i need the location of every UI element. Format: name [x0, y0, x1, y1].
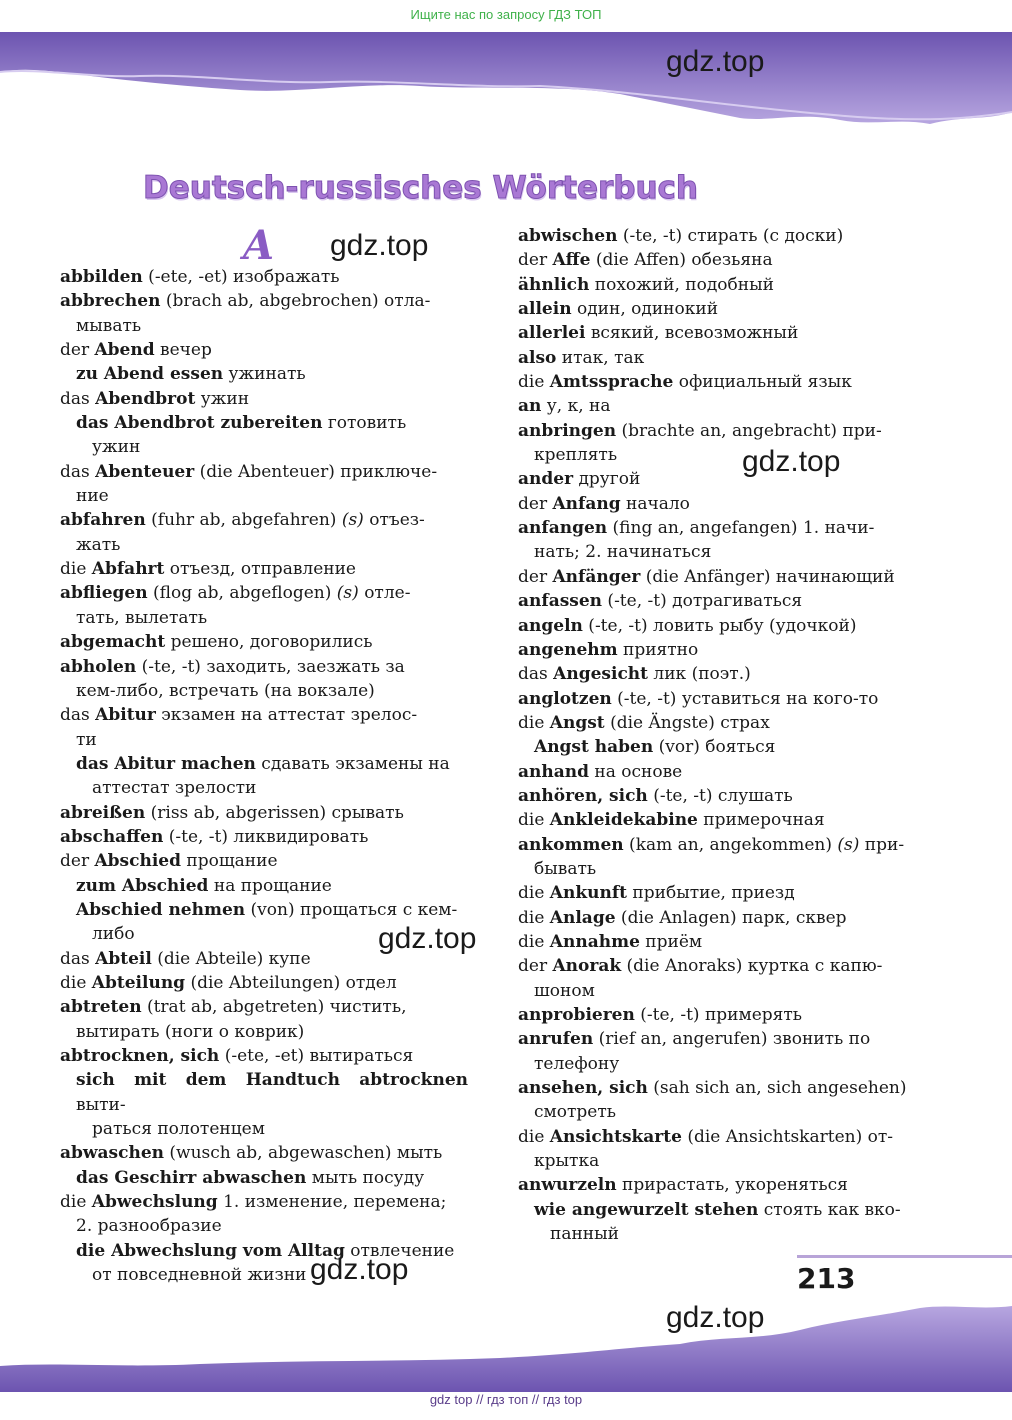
- entry-definition: на прощание: [208, 875, 332, 896]
- entry-definition: (rief an, angerufen) звонить по: [593, 1029, 871, 1050]
- entry-definition: ужинать: [223, 364, 306, 385]
- entry-headword: ankommen: [518, 834, 624, 855]
- entry-definition: (die Anlagen) парк, сквер: [615, 907, 847, 928]
- entry-headword: zu Abend essen: [76, 364, 224, 385]
- entry-headword: zum Abschied: [76, 875, 209, 896]
- page-title: Deutsch-russisches Wörterbuch: [143, 170, 698, 206]
- dictionary-entry: [60, 338, 468, 362]
- footer-links: gdz top // гдз топ // гдз top: [429, 1392, 583, 1407]
- entry-headword: Ankleidekabine: [549, 810, 698, 831]
- entry-headword: das Abendbrot zubereiten: [76, 413, 323, 434]
- entry-headword: Abendbrot: [95, 388, 196, 409]
- dictionary-entry: [60, 265, 468, 289]
- entry-headword: allerlei: [518, 323, 586, 344]
- entry-article: die: [518, 931, 550, 952]
- dictionary-entry: [60, 1141, 468, 1165]
- entry-definition: на основе: [589, 761, 683, 782]
- entry-article: die: [518, 372, 550, 393]
- entry-definition: (fuhr ab, abgefahren) (s) отъез-: [145, 510, 425, 531]
- bottom-decorative-band: [0, 1296, 1012, 1392]
- dictionary-entry: [518, 1076, 926, 1125]
- entry-definition: прибытие, приезд: [627, 883, 795, 904]
- entry-article: das: [60, 948, 96, 969]
- entry-article: die: [60, 559, 92, 580]
- entry-definition: (die Abenteuer) приключе-: [194, 461, 438, 482]
- dictionary-column-left: [60, 265, 468, 1287]
- entry-definition: мыть посуду: [306, 1167, 425, 1188]
- dictionary-entry: [60, 995, 468, 1044]
- entry-headword: also: [518, 347, 557, 368]
- entry-continuation: шоном: [534, 980, 595, 1001]
- entry-definition: (von) прощаться с кем-: [245, 899, 458, 920]
- dictionary-entry: [60, 387, 468, 411]
- dictionary-entry: [60, 508, 468, 557]
- entry-headword: anhören, sich: [518, 785, 648, 806]
- entry-headword: das Geschirr abwaschen: [76, 1167, 307, 1188]
- entry-definition: приятно: [617, 639, 699, 660]
- watermark: gdz.top: [330, 229, 429, 262]
- dictionary-entry: [60, 801, 468, 825]
- entry-headword: abfliegen: [60, 583, 148, 604]
- entry-definition: вечер: [154, 340, 212, 361]
- entry-headword: Abteilung: [91, 972, 186, 993]
- entry-definition: прощание: [181, 851, 278, 872]
- dictionary-entry: [518, 954, 926, 1003]
- entry-definition: (flog ab, abgeflogen) (s) отле-: [147, 583, 411, 604]
- entry-continuation: либо: [92, 924, 135, 945]
- entry-definition: (-te, -t) уставиться на кого-то: [611, 688, 879, 709]
- entry-continuation: нать; 2. начинаться: [534, 542, 712, 563]
- entry-article: der: [60, 851, 95, 872]
- entry-definition: отъезд, отправление: [164, 559, 356, 580]
- dictionary-entry: [518, 638, 926, 662]
- dictionary-subentry: [60, 362, 468, 386]
- entry-headword: anhand: [518, 761, 589, 782]
- entry-definition: один, одинокий: [571, 299, 719, 320]
- entry-article: das: [518, 664, 554, 685]
- dictionary-entry: [518, 614, 926, 638]
- section-letter: A: [243, 222, 275, 269]
- dictionary-entry: [60, 849, 468, 873]
- entry-definition: (-te, -t) ликвидировать: [163, 826, 369, 847]
- entry-definition: (wusch ab, abgewaschen) мыть: [164, 1143, 443, 1164]
- entry-continuation: ти: [76, 729, 97, 750]
- entry-definition: готовить: [322, 413, 407, 434]
- entry-article: die: [60, 1192, 92, 1213]
- entry-definition: (die Ansichtskarten) от-: [681, 1126, 893, 1147]
- entry-definition: решено, договорились: [165, 632, 373, 653]
- entry-definition: сдавать экзамены на: [255, 753, 450, 774]
- entry-article: der: [518, 493, 553, 514]
- entry-headword: anglotzen: [518, 688, 612, 709]
- entry-headword: Angst haben: [534, 737, 654, 758]
- entry-definition: всякий, всевозможный: [585, 323, 799, 344]
- entry-definition: (-te, -t) дотрагиваться: [602, 591, 803, 612]
- entry-headword: abgemacht: [60, 632, 166, 653]
- entry-headword: Anfänger: [552, 566, 641, 587]
- entry-article: die: [518, 907, 550, 928]
- entry-definition: у, к, на: [541, 396, 611, 417]
- entry-article: der: [518, 956, 553, 977]
- dictionary-entry: [518, 467, 926, 491]
- entry-headword: abtrocknen, sich: [60, 1046, 220, 1066]
- entry-definition: ужин: [195, 388, 250, 409]
- entry-headword: angenehm: [518, 639, 618, 660]
- watermark: gdz.top: [742, 445, 841, 478]
- dictionary-entry: [60, 289, 468, 338]
- entry-headword: abwischen: [518, 226, 618, 246]
- dictionary-entry: [518, 833, 926, 882]
- entry-headword: Affe: [552, 250, 591, 271]
- entry-article: der: [518, 250, 553, 271]
- dictionary-entry: [518, 394, 926, 418]
- entry-definition: выти-: [76, 1094, 126, 1115]
- dictionary-subentry: [60, 411, 468, 460]
- entry-definition: примерочная: [697, 810, 825, 831]
- entry-definition: начало: [620, 493, 690, 514]
- entry-headword: Abteil: [95, 948, 152, 969]
- entry-continuation: ужин: [92, 437, 141, 458]
- entry-headword: anbringen: [518, 420, 617, 441]
- entry-article: die: [518, 810, 550, 831]
- entry-article: das: [60, 388, 96, 409]
- entry-definition: экзамен на аттестат зрелос-: [155, 705, 418, 726]
- entry-definition: похожий, подобный: [589, 274, 774, 295]
- entry-definition: (die Abteile) купе: [151, 948, 311, 969]
- entry-definition: прирастать, укореняться: [616, 1175, 848, 1196]
- entry-definition: (die Anoraks) куртка с капю-: [621, 956, 883, 977]
- dictionary-entry: [518, 370, 926, 394]
- entry-headword: Abitur: [95, 705, 156, 726]
- entry-headword: ansehen, sich: [518, 1078, 648, 1099]
- dictionary-entry: [60, 460, 468, 509]
- entry-headword: das Abitur machen: [76, 753, 256, 774]
- entry-definition: (fing an, angefangen) 1. начи-: [607, 518, 875, 539]
- entry-headword: abholen: [60, 656, 137, 677]
- entry-headword: wie angewurzelt stehen: [534, 1199, 759, 1220]
- dictionary-entry: [60, 971, 468, 995]
- dictionary-column-right: [518, 224, 926, 1246]
- entry-headword: anfassen: [518, 591, 603, 612]
- dictionary-entry: [518, 1003, 926, 1027]
- dictionary-entry: [518, 760, 926, 784]
- page-number: 213: [797, 1262, 856, 1295]
- entry-continuation: от повседневной жизни: [92, 1265, 307, 1286]
- entry-headword: Annahme: [549, 931, 640, 952]
- entry-headword: an: [518, 396, 542, 417]
- dictionary-entry: [518, 248, 926, 272]
- entry-definition: (-te, -t) слушать: [647, 785, 793, 806]
- entry-headword: die Abwechslung vom Alltag: [76, 1240, 345, 1261]
- entry-continuation: кем-либо, встречать (на вокзале): [76, 680, 375, 701]
- top-banner-text: Ищите нас по запросу ГДЗ ТОП: [410, 7, 602, 22]
- dictionary-entry: [518, 516, 926, 565]
- entry-headword: Ankunft: [549, 883, 628, 904]
- entry-headword: Abschied: [94, 851, 182, 872]
- entry-definition: (die Affen) обезьяна: [590, 250, 773, 271]
- entry-headword: Anfang: [552, 493, 621, 514]
- entry-headword: Angst: [549, 712, 605, 733]
- dictionary-subentry: [518, 1198, 926, 1247]
- dictionary-entry: [518, 565, 926, 589]
- grammar-mark: (s): [336, 583, 359, 604]
- dictionary-entry: [518, 419, 926, 468]
- top-decorative-band: [0, 32, 1012, 152]
- dictionary-entry: [518, 930, 926, 954]
- entry-continuation: телефону: [534, 1053, 620, 1074]
- entry-definition: другой: [573, 469, 641, 490]
- entry-continuation: креплять: [534, 445, 618, 466]
- entry-definition: (die Anfänger) начинающий: [640, 566, 895, 587]
- entry-headword: angeln: [518, 615, 583, 636]
- entry-definition: 1. изменение, перемена;: [217, 1192, 447, 1213]
- entry-definition: (-te, -t) примерять: [634, 1005, 803, 1025]
- entry-definition: (sah sich an, sich angesehen): [647, 1078, 907, 1099]
- dictionary-entry: [518, 662, 926, 686]
- dictionary-entry: [518, 881, 926, 905]
- entry-article: der: [518, 566, 553, 587]
- entry-definition: лик (поэт.): [648, 664, 751, 685]
- entry-continuation: жать: [76, 534, 121, 555]
- top-banner: [0, 0, 1012, 32]
- entry-article: die: [518, 883, 550, 904]
- entry-definition: (vor) бояться: [653, 737, 776, 758]
- dictionary-subentry: [60, 1068, 468, 1141]
- dictionary-entry: [518, 687, 926, 711]
- entry-article: das: [60, 461, 96, 482]
- dictionary-entry: [60, 655, 468, 704]
- dictionary-subentry: [518, 735, 926, 759]
- entry-headword: ander: [518, 469, 574, 490]
- entry-definition: (brachte an, angebracht) при-: [616, 420, 882, 441]
- dictionary-entry: [518, 346, 926, 370]
- entry-continuation: вытирать (ноги о коврик): [76, 1021, 305, 1042]
- entry-headword: Abschied nehmen: [76, 899, 246, 920]
- entry-headword: abbrechen: [60, 291, 161, 312]
- entry-definition: (kam an, angekommen) (s) при-: [623, 834, 905, 855]
- dictionary-entry: [518, 1125, 926, 1174]
- entry-headword: abbilden: [60, 267, 143, 287]
- dictionary-subentry: [60, 898, 468, 947]
- entry-headword: Amtssprache: [549, 372, 674, 393]
- dictionary-entry: [518, 906, 926, 930]
- entry-headword: ähnlich: [518, 274, 590, 295]
- dictionary-subentry: [60, 752, 468, 801]
- dictionary-subentry: [60, 874, 468, 898]
- entry-continuation: аттестат зрелости: [92, 778, 257, 799]
- dictionary-entry: [60, 581, 468, 630]
- entry-headword: Ansichtskarte: [549, 1126, 682, 1147]
- entry-headword: Angesicht: [553, 664, 649, 685]
- entry-definition: (-ete, -et) вытираться: [219, 1046, 414, 1066]
- entry-continuation: ние: [76, 486, 109, 507]
- entry-article: die: [518, 712, 550, 733]
- entry-definition: (-te, -t) стирать (с доски): [617, 226, 844, 246]
- entry-article: die: [60, 972, 92, 993]
- entry-headword: abschaffen: [60, 826, 164, 847]
- dictionary-entry: [518, 273, 926, 297]
- entry-headword: anfangen: [518, 518, 608, 539]
- entry-continuation: панный: [550, 1224, 619, 1245]
- entry-headword: allein: [518, 299, 572, 320]
- entry-definition: приём: [639, 931, 703, 952]
- watermark: gdz.top: [666, 1301, 765, 1334]
- dictionary-entry: [60, 825, 468, 849]
- entry-headword: Abend: [94, 340, 155, 361]
- entry-headword: sich mit dem Handtuch abtrocknen: [76, 1070, 468, 1091]
- dictionary-entry: [518, 711, 926, 735]
- page-number-rule: [797, 1255, 1012, 1258]
- entry-headword: abfahren: [60, 510, 146, 531]
- dictionary-entry: [60, 1044, 468, 1068]
- dictionary-entry: [518, 1027, 926, 1076]
- entry-definition: (riss ab, abgerissen) срывать: [145, 802, 404, 823]
- dictionary-entry: [518, 297, 926, 321]
- dictionary-entry: [60, 703, 468, 752]
- entry-article: der: [60, 340, 95, 361]
- dictionary-entry: [60, 947, 468, 971]
- entry-definition: (-te, -t) ловить рыбу (удочкой): [582, 615, 857, 636]
- entry-continuation: крытка: [534, 1151, 600, 1172]
- entry-definition: (-te, -t) заходить, заезжать за: [136, 656, 405, 677]
- entry-definition: (die Abteilungen) отдел: [185, 972, 397, 993]
- entry-headword: Abwechslung: [91, 1192, 218, 1213]
- entry-headword: Anorak: [552, 956, 622, 977]
- dictionary-entry: [60, 1190, 468, 1239]
- dictionary-entry: [60, 557, 468, 581]
- dictionary-entry: [518, 1173, 926, 1197]
- entry-headword: Abfahrt: [91, 559, 165, 580]
- entry-headword: anprobieren: [518, 1005, 635, 1025]
- entry-definition: итак, так: [556, 347, 645, 368]
- entry-headword: Anlage: [549, 907, 616, 928]
- entry-definition: стоять как вко-: [758, 1199, 901, 1220]
- dictionary-entry: [518, 808, 926, 832]
- entry-definition: отвлечение: [344, 1240, 455, 1261]
- entry-continuation: мывать: [76, 315, 142, 336]
- entry-definition: официальный язык: [673, 372, 852, 393]
- entry-definition: (brach ab, abgebrochen) отла-: [160, 291, 431, 312]
- entry-headword: abreißen: [60, 802, 146, 823]
- dictionary-entry: [518, 589, 926, 613]
- dictionary-entry: [518, 784, 926, 808]
- watermark: gdz.top: [310, 1253, 409, 1286]
- entry-definition: (trat ab, abgetreten) чистить,: [141, 997, 407, 1018]
- entry-headword: anwurzeln: [518, 1175, 617, 1196]
- entry-continuation: бывать: [534, 858, 597, 879]
- watermark: gdz.top: [378, 922, 477, 955]
- entry-definition: (die Ängste) страх: [604, 712, 770, 733]
- entry-headword: anrufen: [518, 1029, 594, 1050]
- dictionary-entry: [518, 321, 926, 345]
- dictionary-entry: [60, 630, 468, 654]
- entry-headword: Abenteuer: [95, 461, 195, 482]
- entry-definition: (-ete, -et) изображать: [142, 267, 340, 287]
- entry-headword: abwaschen: [60, 1143, 165, 1164]
- entry-headword: abtreten: [60, 997, 142, 1018]
- entry-article: das: [60, 705, 96, 726]
- dictionary-subentry: [60, 1239, 468, 1288]
- entry-continuation: 2. разнообразие: [76, 1216, 222, 1237]
- entry-continuation: смотреть: [534, 1102, 616, 1123]
- dictionary-entry: [518, 492, 926, 516]
- entry-continuation: раться полотенцем: [92, 1119, 265, 1140]
- entry-article: die: [518, 1126, 550, 1147]
- entry-continuation: тать, вылетать: [76, 607, 208, 628]
- watermark: gdz.top: [666, 45, 765, 78]
- dictionary-entry: [518, 224, 926, 248]
- dictionary-subentry: [60, 1166, 468, 1190]
- grammar-mark: (s): [837, 834, 860, 855]
- grammar-mark: (s): [341, 510, 364, 531]
